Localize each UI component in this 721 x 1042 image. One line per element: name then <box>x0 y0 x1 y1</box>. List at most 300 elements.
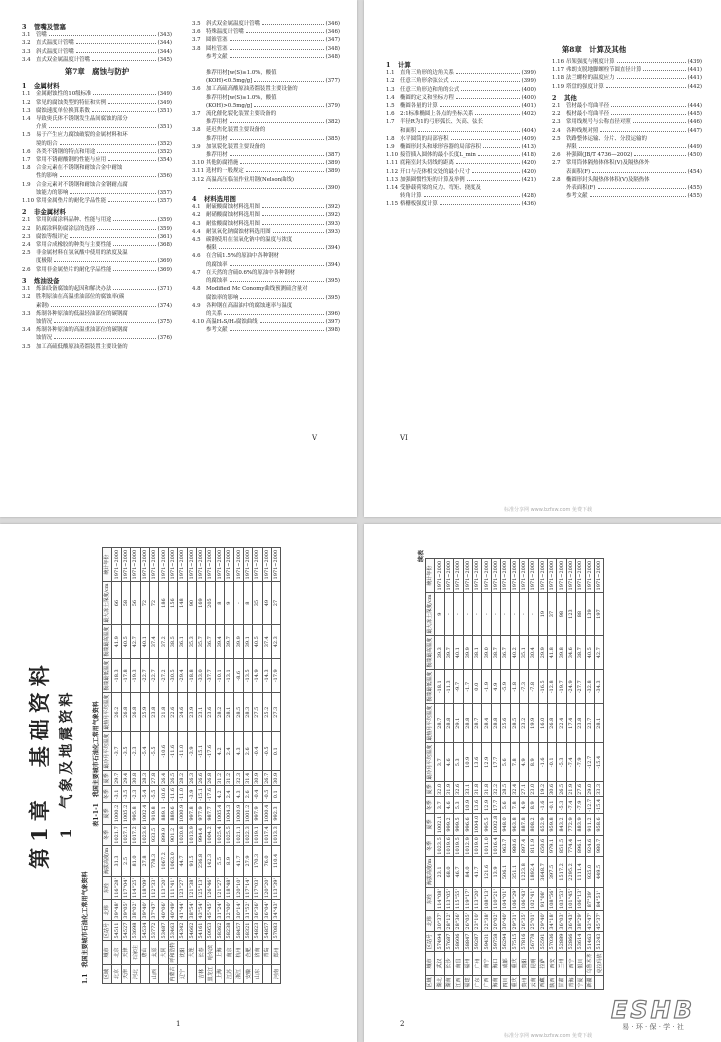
toc-page-ref: (369) <box>157 258 172 265</box>
table-cell: 河北 <box>131 964 140 983</box>
column-header: 最大冻土深度/cm <box>427 594 434 634</box>
toc-leader <box>60 176 156 177</box>
toc-entry <box>22 39 172 47</box>
table-cell: 28.2 <box>179 772 186 784</box>
toc-entry <box>552 168 702 176</box>
toc-entry-title: 格栅板强度计算 <box>400 201 438 208</box>
table-cell: 30.9 <box>254 772 261 784</box>
toc-entry-number: 1.6 <box>386 111 395 118</box>
table-cell: 37.2 <box>159 625 168 659</box>
table-cell: 广东 <box>472 975 481 989</box>
toc-entry <box>22 326 172 334</box>
table-cell: 1002.1 <box>436 815 443 834</box>
toc-entry-title: 斜式双金属温度计管嘴 <box>206 21 260 27</box>
toc-entry <box>192 252 340 260</box>
toc-page-ref: (390) <box>325 184 340 191</box>
toc-entry-number: 3.2 <box>22 294 31 301</box>
toc-page-ref: (409) <box>521 135 536 142</box>
table-cell: -11.0 <box>179 787 186 801</box>
toc-section-number: 3 <box>22 276 27 285</box>
table-cell: -3.1 <box>112 786 121 803</box>
table-cell: 2295.2 <box>566 857 575 887</box>
table-cell: 851.5 <box>557 835 566 857</box>
toc-entry-number: 1.10 <box>22 198 35 205</box>
toc-page-ref: (420) <box>521 160 536 167</box>
table-cell: 29.4 <box>122 772 129 784</box>
toc-entry <box>192 184 340 192</box>
table-cell: 54342 <box>179 922 186 939</box>
toc-leader <box>461 90 519 91</box>
toc-entry-number: 1.13 <box>386 176 399 183</box>
table-cell: 27.8 <box>151 772 158 784</box>
toc-entry-number: 2.4 <box>552 127 561 134</box>
toc-entry-number: 1.8 <box>386 135 395 142</box>
toc-entry-title: 合金元素对不锈钢和耐蚀合金钢耐点腐 <box>36 181 128 188</box>
toc-page-ref: (442) <box>687 83 702 90</box>
toc-entry-title: 铁路整体运输、分片、分段运输的 <box>566 135 647 142</box>
table-cell: 778.3 <box>149 846 158 876</box>
toc-section <box>22 208 172 216</box>
table-cell: 31.8 <box>483 783 490 795</box>
table-cell: 1971~2000 <box>568 560 575 591</box>
toc-page-ref: (441) <box>687 67 702 74</box>
table-cell: 1012.9 <box>464 837 471 855</box>
table-cell: -1.9 <box>482 670 491 704</box>
table-cell: 889.6 <box>168 803 177 825</box>
table-cell: 34°43' <box>273 901 280 919</box>
toc-leader <box>254 81 323 82</box>
table-cell: -17.8 <box>121 659 130 693</box>
toc-leader <box>230 139 324 140</box>
toc-entry <box>22 107 172 115</box>
table-cell: 32.6 <box>455 783 462 795</box>
table-cell: 139 <box>585 592 594 635</box>
rotated-content <box>20 544 340 994</box>
table-cell: 1019.0 <box>474 837 481 855</box>
table-cell: 1020.8 <box>179 826 186 844</box>
toc-entry-title: 弗朗支脱地脚螺栓节圆直径计算 <box>566 67 642 74</box>
table-cell: 112°33' <box>151 878 158 898</box>
table-cell: 23.7 <box>585 704 594 743</box>
table-cell: 16.0 <box>538 704 547 743</box>
toc-page-ref: (344) <box>157 48 172 55</box>
table-cell: 118°48' <box>226 878 233 898</box>
table-cell: 23°10' <box>474 912 481 930</box>
table-cell: 23.0 <box>530 783 537 795</box>
table-cell: 110°21' <box>492 889 499 909</box>
table-cell: -0.4 <box>253 732 262 771</box>
table-cell: 148 <box>178 581 187 624</box>
toc-entry <box>22 225 172 233</box>
toc-leader <box>262 224 324 225</box>
table-cell: -12.7 <box>585 743 594 782</box>
table-cell: 28.8 <box>463 704 472 743</box>
column-header: 夏季 <box>426 814 435 836</box>
table-cell: 1021.1 <box>235 826 242 844</box>
table-cell: 897.4 <box>519 835 528 857</box>
table-cell: 17.4 <box>566 704 575 743</box>
toc-page-ref: (397) <box>325 319 340 326</box>
table-cell: -3.7 <box>112 732 121 771</box>
table-cell: 57816 <box>521 933 528 950</box>
toc-entry <box>22 334 172 342</box>
column-header: 最冷月平均温度 <box>104 733 111 769</box>
table-cell: 27 <box>272 581 281 624</box>
table-cell: 31°24' <box>216 901 223 919</box>
toc-entry-title: 受静载荷梁的反力、弯矩、挠度及 <box>400 185 481 192</box>
table-cell: 53698 <box>132 922 139 939</box>
table-cell: 长沙 <box>444 951 453 975</box>
table-row <box>159 548 168 984</box>
table-cell: -27.7 <box>576 670 585 704</box>
toc-leader <box>54 322 155 323</box>
table-cell: 3648.7 <box>538 857 547 887</box>
toc-page-ref: (392) <box>325 212 340 219</box>
toc-entry-number: 3.1 <box>22 286 31 293</box>
table-cell: 成都 <box>501 951 510 975</box>
table-cell: 51463 <box>586 933 593 950</box>
table-cell: 4.9 <box>519 743 528 782</box>
table-cell: 1971~2000 <box>122 549 129 580</box>
table-cell: 901.2 <box>168 824 177 846</box>
toc-leader <box>97 229 155 230</box>
logo-sub: 易 · 环 · 保 · 学 · 社 <box>622 1023 684 1031</box>
toc-section-title: 其他 <box>564 93 577 102</box>
table-cell: 42.3 <box>272 625 281 659</box>
toc-entry <box>192 277 340 285</box>
table-cell: 30.6 <box>549 783 556 795</box>
column-header: 最冷月平均温度 <box>427 744 434 780</box>
table-cell: 1971~2000 <box>216 549 223 580</box>
table-cell: 1025.4 <box>216 826 223 844</box>
toc-entry-title: 极限 <box>206 245 217 252</box>
toc-entry <box>386 168 536 176</box>
table-cell: 34°18' <box>549 912 556 930</box>
table-cell: 25.6 <box>501 704 510 743</box>
table-cell: 28.3 <box>141 772 148 784</box>
table-cell: 123°27' <box>179 878 186 898</box>
table-cell: 1971~2000 <box>436 560 443 591</box>
toc-entry-title: 常见的腐蚀类型的特征和实例 <box>36 99 107 106</box>
toc-page-ref: (428) <box>521 193 536 200</box>
table-cell: 27.5 <box>253 693 262 732</box>
toc-page-ref: (394) <box>325 261 340 268</box>
table-cell: 958.6 <box>595 814 604 836</box>
table-cell: 郑州 <box>272 940 281 964</box>
table-cell: 陕西 <box>548 975 557 989</box>
toc-entry-number: 1.10 <box>386 152 399 159</box>
toc-leader <box>208 188 324 189</box>
toc-entry-number: 1.14 <box>386 185 399 192</box>
toc-entry <box>552 66 702 74</box>
table-cell: 50953 <box>207 922 214 939</box>
weather-table <box>102 547 281 984</box>
toc-entry-title: 外表面积(F) <box>566 185 596 192</box>
table-cell: 26.3 <box>188 772 195 784</box>
table-cell: 41.8 <box>548 636 557 670</box>
toc-entry-number: 3.11 <box>192 168 205 175</box>
toc-page-ref: (351) <box>157 124 172 131</box>
table-cell: 1002.8 <box>492 815 499 834</box>
table-cell: 22.6 <box>168 693 177 732</box>
table-cell: -17.6 <box>206 732 215 771</box>
toc-leader <box>418 131 519 132</box>
toc-entry-number: 1.3 <box>386 86 395 93</box>
toc-page-ref: (401) <box>521 103 536 110</box>
toc-entry-title: 的腐蚀率 <box>206 261 228 268</box>
toc-page-ref: (357) <box>157 198 172 205</box>
table-cell: 40.1 <box>140 625 149 659</box>
table-cell: -8.6 <box>234 659 243 693</box>
table-cell: 2.6 <box>243 732 252 771</box>
toc-leader <box>262 207 324 208</box>
table-cell: -0.4 <box>253 786 262 803</box>
table-cell: 59287 <box>474 933 481 950</box>
table-cell: 32.4 <box>511 783 518 795</box>
toc-entry-title: 椭圆各量的计算 <box>400 103 438 110</box>
table-row <box>501 559 510 990</box>
table-cell: 3.7 <box>435 797 444 814</box>
table-cell: 沈阳 <box>178 940 187 964</box>
table-cell: -1.8 <box>510 670 519 704</box>
toc-section <box>22 82 172 90</box>
toc-entry-title: 常用金属垫片的耐化学品性能 <box>36 198 107 205</box>
toc-entry <box>192 176 340 184</box>
table-cell: 38.5 <box>168 625 177 659</box>
table-row <box>585 559 594 990</box>
table-cell: 30°40' <box>502 912 509 930</box>
toc-page-vi <box>364 0 721 517</box>
table-row <box>196 548 205 984</box>
toc-entry <box>22 172 172 180</box>
toc-entry-number: 2.4 <box>22 242 31 249</box>
toc-page-ref: (392) <box>325 204 340 211</box>
table-cell: 1000.2 <box>113 804 120 823</box>
table-cell: 102°41' <box>530 889 537 909</box>
table-row <box>491 559 500 990</box>
toc-entry <box>552 159 702 167</box>
toc-entry-title: 性的影响 <box>36 173 58 180</box>
data-page-1 <box>0 524 357 1042</box>
table-cell: 39°05' <box>122 901 129 919</box>
toc-entry <box>192 110 340 118</box>
toc-leader <box>600 131 685 132</box>
table-cell: 1971~2000 <box>207 549 214 580</box>
toc-entry-title: 推荐用材 <box>206 119 228 126</box>
toc-entry-number: 1.18 <box>552 75 565 82</box>
toc-leader <box>60 144 156 145</box>
table-cell: 117°14' <box>245 878 252 898</box>
toc-entry <box>552 102 702 110</box>
table-cell: -27.2 <box>159 659 168 693</box>
table-cell: 72 <box>149 581 158 624</box>
toc-entry-number: 2.8 <box>552 176 561 183</box>
table-cell: 963.7 <box>501 835 510 857</box>
table-cell: 重庆 <box>510 975 519 989</box>
toc-entry-number: 2.6 <box>552 152 561 159</box>
toc-entry-title: 素钢) <box>36 302 49 309</box>
table-cell: -5.3 <box>557 797 566 814</box>
table-cell: 23.1 <box>435 857 444 887</box>
table-cell: 39.9 <box>463 636 472 670</box>
table-cell: 59758 <box>492 933 499 950</box>
table-cell: 上海 <box>215 964 224 983</box>
page-number: 1 <box>176 1020 181 1028</box>
table-cell: - <box>472 592 481 635</box>
table-row <box>444 559 453 990</box>
toc-entry-number: 2.3 <box>22 233 31 240</box>
table-row <box>510 559 519 990</box>
column-header: 夏季 <box>426 782 435 797</box>
table-cell: 31.4 <box>245 772 252 784</box>
table-cell: 4.2 <box>215 732 224 771</box>
table-cell: 1013.9 <box>188 826 195 844</box>
column-header: 极端最低温度 <box>104 660 111 691</box>
toc-entry-number: 3.9 <box>192 143 201 150</box>
table-cell: 海口 <box>491 951 500 975</box>
table-cell: 1971~2000 <box>245 549 252 580</box>
toc-entry-title: 耐硫酸腐蚀材料选用图 <box>206 204 260 211</box>
table-cell: 979.1 <box>548 835 557 857</box>
toc-references <box>192 53 340 61</box>
table-cell: 4.3 <box>234 732 243 771</box>
toc-entry-title: 直式温度计管嘴 <box>36 40 74 47</box>
toc-entry <box>552 118 702 126</box>
table-cell: 68.0 <box>444 857 453 887</box>
table-cell: 22.4 <box>557 704 566 743</box>
toc-leader <box>472 172 519 173</box>
toc-entry-title: 其他防腐措施 <box>206 160 239 167</box>
table-cell: 南昌 <box>454 951 463 975</box>
table-cell: 1011.0 <box>483 837 490 855</box>
toc-page-ref: (449) <box>687 144 702 151</box>
table-cell: 56294 <box>502 933 509 950</box>
toc-leader <box>108 103 155 104</box>
toc-entry-title: 推荐用材[w(S)≥1.0%，酸值 <box>206 70 277 77</box>
table-cell: 12.9 <box>482 743 491 782</box>
toc-page-ref: (454) <box>687 168 702 175</box>
toc-entry-title: 耐盐酸腐蚀材料选用图 <box>206 220 260 227</box>
table-row <box>131 548 140 984</box>
toc-leader <box>113 245 155 246</box>
toc-entry-title: 介质 <box>36 124 47 131</box>
toc-leader <box>456 73 520 74</box>
toc-entry-title: 表面积(F) <box>566 168 591 175</box>
table-cell: 205 <box>206 581 215 624</box>
table-cell: 1971~2000 <box>254 549 261 580</box>
toc-entry <box>22 302 172 310</box>
table-cell: 36°36' <box>254 901 261 919</box>
toc-page-ref: (349) <box>157 91 172 98</box>
toc-entry <box>386 102 536 110</box>
toc-entry-title: 境的组合 <box>36 140 58 147</box>
table-cell: 23.6 <box>206 693 215 732</box>
toc-leader <box>590 196 686 197</box>
toc-entry-title: 金属耐蚀性的10级标准 <box>36 91 92 98</box>
toc-entry-number: 1.12 <box>386 168 399 175</box>
toc-entry <box>192 236 340 244</box>
table-cell: 40°06' <box>160 901 167 919</box>
toc-entry <box>22 189 172 197</box>
table-cell: 26.7 <box>263 772 270 784</box>
toc-leader <box>478 155 520 156</box>
table-cell: 32.3 <box>235 772 242 784</box>
table-cell: 5.5 <box>215 846 224 876</box>
table-cell: 吉林 <box>196 964 205 983</box>
table-cell: 980.7 <box>595 835 604 857</box>
table-cell: 41°44' <box>179 901 186 919</box>
table-cell: -30.5 <box>168 659 177 693</box>
toc-leader <box>93 94 155 95</box>
table-cell: 121°27' <box>216 878 223 898</box>
toc-entry-number: 3.7 <box>192 37 201 44</box>
toc-page-ref: (439) <box>687 59 702 65</box>
table-cell: -7.9 <box>576 743 585 782</box>
table-cell: 26.8 <box>131 693 140 732</box>
table-cell: 996.6 <box>463 814 472 836</box>
table-cell: 987.7 <box>206 803 215 825</box>
toc-entry-number: 2.2 <box>22 225 31 232</box>
table-cell: -17.6 <box>207 787 214 801</box>
toc-page-ref: (420) <box>521 168 536 175</box>
table-cell: -14.3 <box>262 659 271 693</box>
table-cell: 1021.7 <box>113 826 120 844</box>
table-cell: 106°43' <box>521 889 528 909</box>
toc-leader <box>70 193 155 194</box>
chapter-title: 第8章 计算及其他 <box>561 45 627 54</box>
table-cell: 995.8 <box>131 803 140 825</box>
table-cell: 54823 <box>254 922 261 939</box>
table-cell: 28°36' <box>455 912 462 930</box>
toc-leader <box>49 35 156 36</box>
table-cell: -13.5 <box>243 659 252 693</box>
toc-entry-title: 各种钢在高温油中的腐蚀速率与温度 <box>206 302 293 309</box>
toc-leader <box>617 78 686 79</box>
table-cell: 111°41' <box>169 878 176 898</box>
toc-page-ref: (402) <box>521 111 536 118</box>
toc-entry <box>22 31 172 39</box>
table-cell: 10.9 <box>463 797 472 814</box>
toc-entry-number: 1.5 <box>22 132 31 139</box>
toc-page-ref: (445) <box>687 111 702 118</box>
toc-leader <box>97 152 155 153</box>
table-cell: 7.8 <box>510 797 519 814</box>
toc-leader <box>113 270 155 271</box>
table-cell: 1000.9 <box>235 804 242 823</box>
toc-entry-title: 的关系 <box>206 310 223 317</box>
table-cell: - <box>444 592 453 635</box>
toc-entry-title: 非金属材料在氢氧酸中使用的浓度及温 <box>36 250 128 257</box>
toc-leader <box>456 163 520 164</box>
table-row <box>595 559 604 990</box>
table-cell: 广西 <box>482 975 491 989</box>
table-cell: 克拉玛依 <box>595 951 604 975</box>
table-cell: 13.6 <box>472 797 481 814</box>
table-cell: 1971~2000 <box>235 549 242 580</box>
table-cell: -1.6 <box>538 743 547 782</box>
table-cell: 26.5 <box>169 772 176 784</box>
table-cell: -15.1 <box>196 732 205 771</box>
table-cell: 963.8 <box>510 814 519 836</box>
table-cell: 西宁 <box>566 951 575 975</box>
toc-entry <box>386 77 536 85</box>
toc-section-number: 1 <box>22 82 27 91</box>
table-cell: 37°47' <box>151 901 158 919</box>
toc-leader <box>606 87 686 88</box>
table-cell: 170.3 <box>253 846 262 876</box>
toc-entry-number: 1.4 <box>386 94 395 101</box>
toc-entry-title: 吊架强度与刚度计算 <box>566 59 615 65</box>
